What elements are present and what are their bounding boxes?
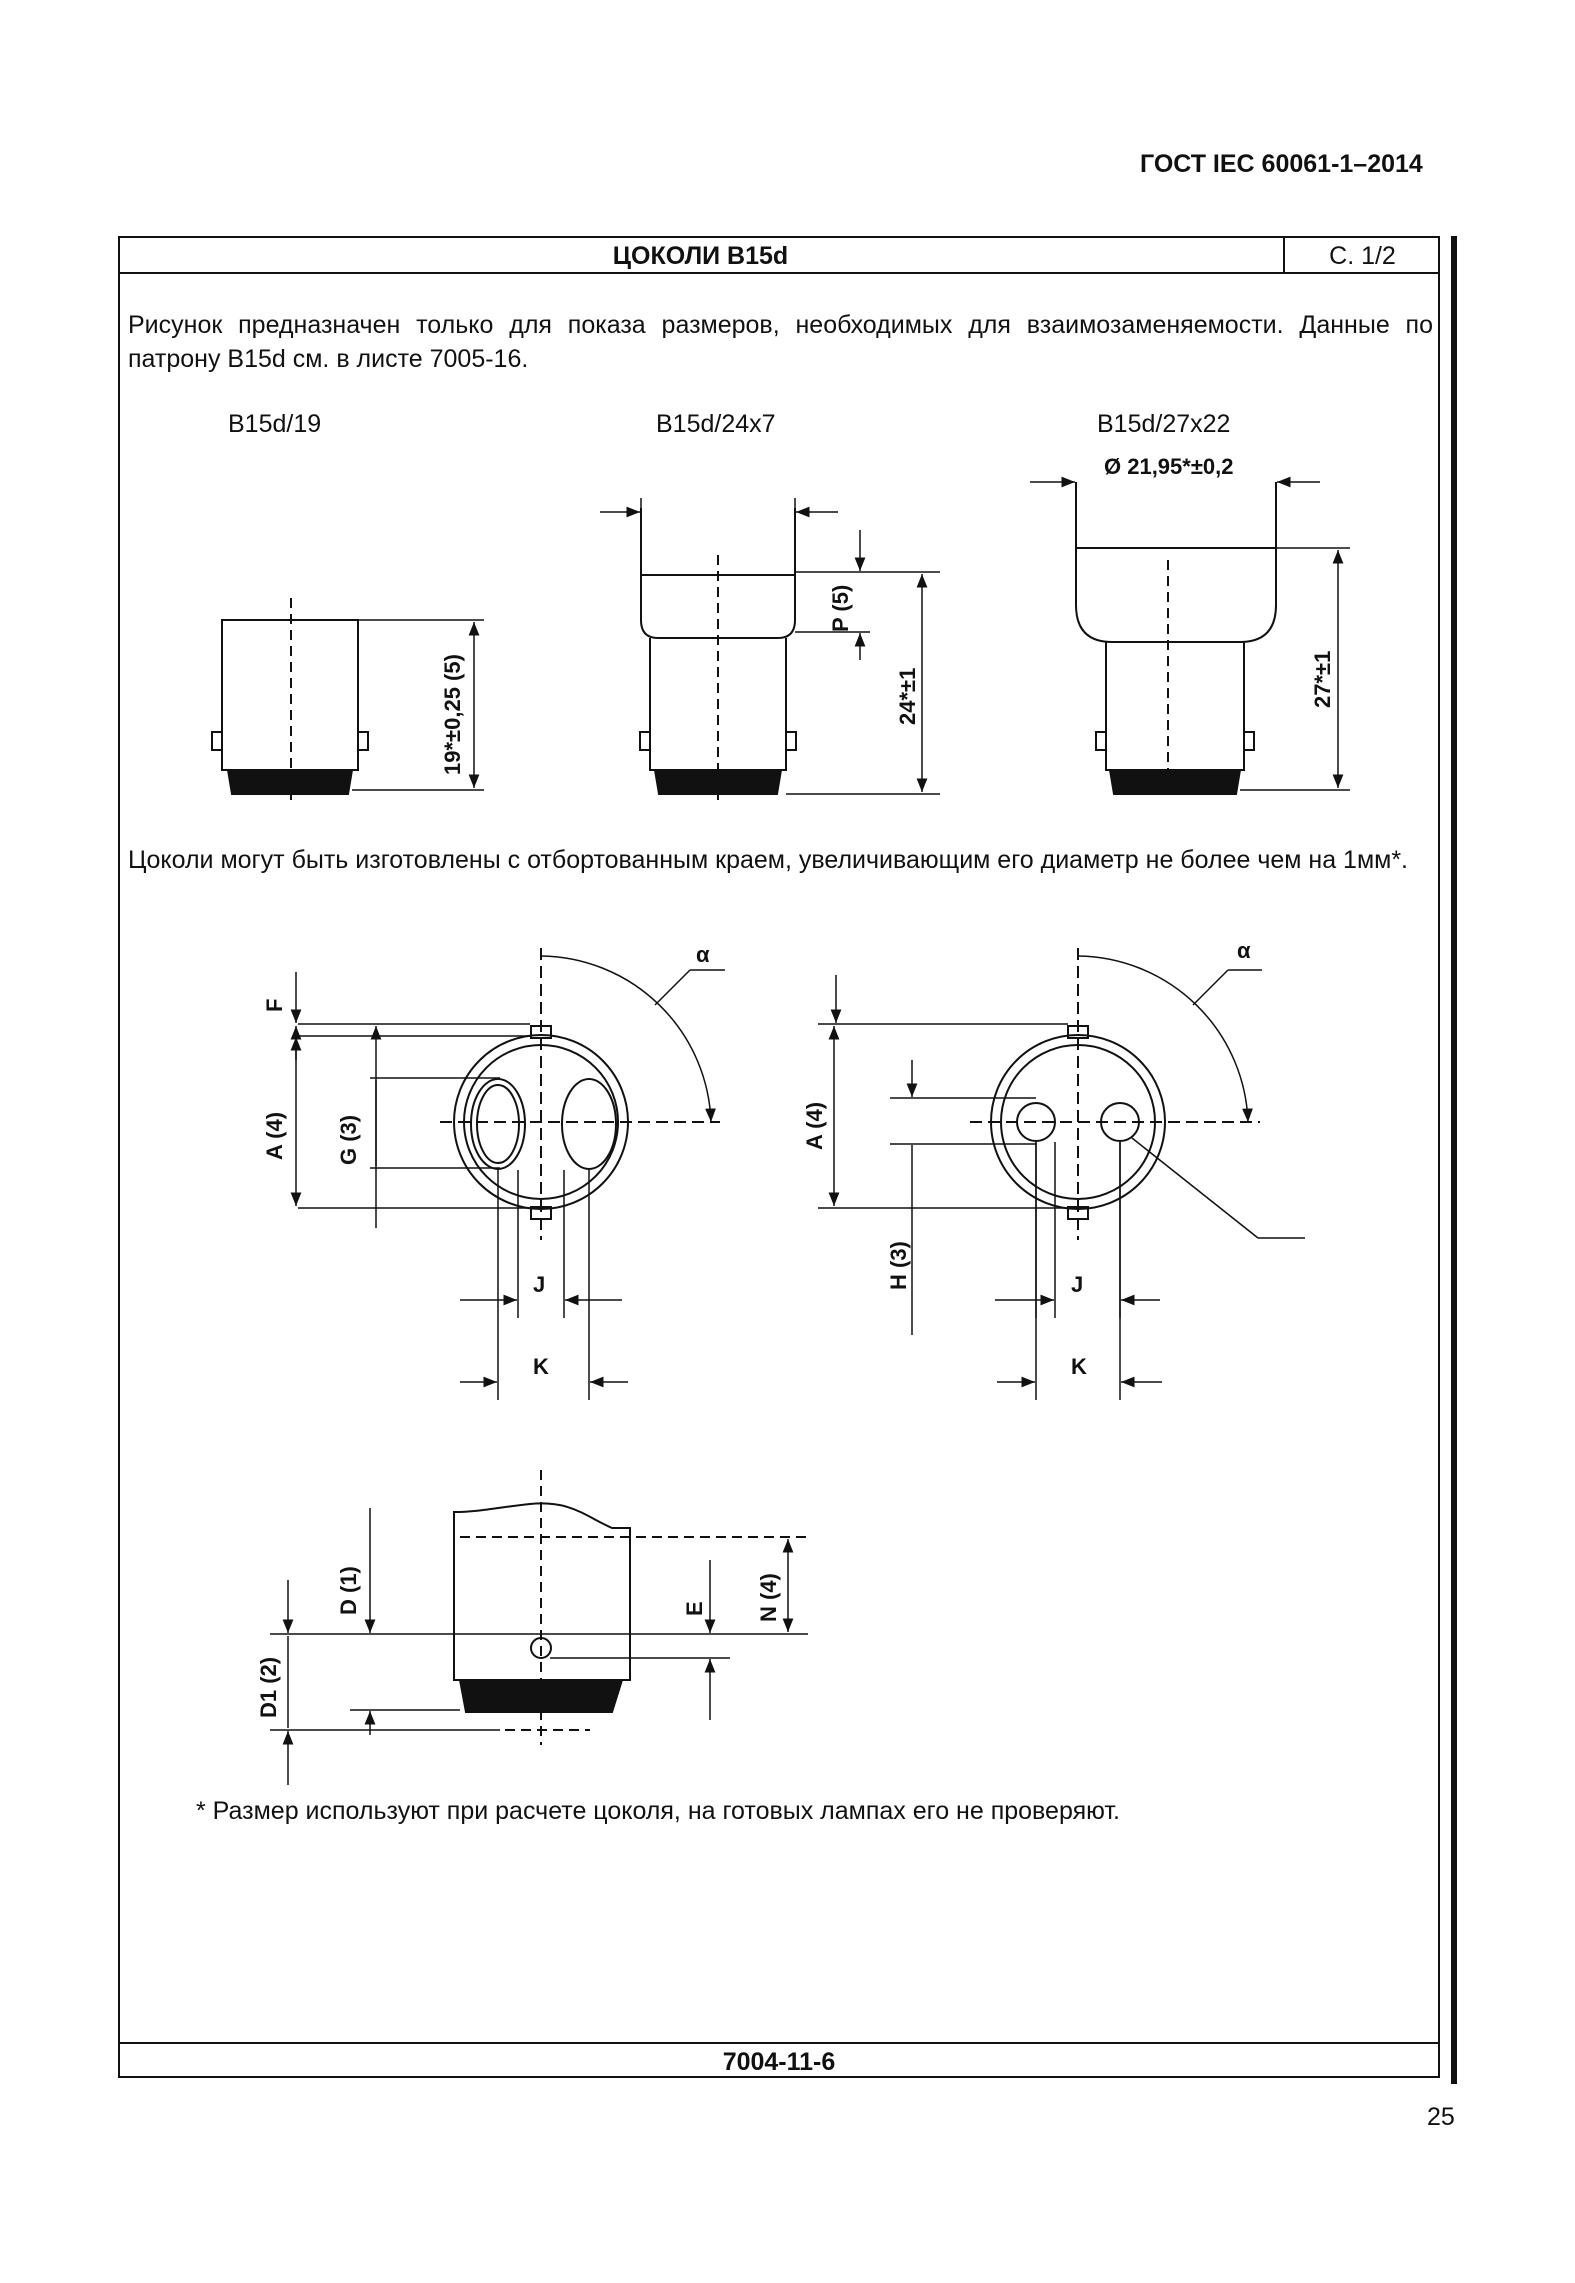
base-b15d-24x7 (600, 498, 940, 800)
dim-h: H (3) (886, 1241, 911, 1290)
dim-d: D (1) (336, 1566, 361, 1615)
intro-paragraph: Рисунок предназначен только для показа размеров, необходимых для взаимозаменяемости. Данные по патрону B15d см. в листе 7005-16. (128, 311, 1433, 373)
dim-b15d24-p: P (5) (828, 584, 853, 632)
dim-b15d27-height: 27*±1 (1310, 650, 1335, 708)
base-b15d-27x22 (1030, 482, 1350, 800)
caption-b15d-19: B15d/19 (228, 410, 322, 438)
dim-j-left: J (533, 1272, 546, 1297)
side-view (270, 1470, 808, 1785)
dim-d1: D1 (2) (256, 1656, 281, 1718)
sheet-code: 7004-11-6 (722, 2048, 836, 2076)
dim-a-right: A (4) (802, 1101, 827, 1150)
caption-b15d-27x22: B15d/27x22 (1097, 410, 1231, 438)
dim-alpha-left: α (696, 942, 710, 967)
end-view-round-contacts (818, 948, 1305, 1400)
caption-b15d-24x7: B15d/24x7 (656, 410, 776, 438)
flange-paragraph: Цоколи могут быть изготовлены с отбортованным краем, увеличивающим его диаметр не более чем на 1мм*. (128, 846, 1408, 874)
sheet-title: ЦОКОЛИ B15d (612, 242, 789, 270)
page-number: 25 (1427, 2103, 1455, 2131)
dim-e: E (682, 1601, 707, 1616)
footnote: * Размер используют при расчете цоколя, на готовых лампах его не проверяют. (196, 1797, 1120, 1825)
dim-g: G (3) (336, 1114, 361, 1165)
dim-alpha-right: α (1237, 938, 1251, 963)
dim-b15d19-height: 19*±0,25 (5) (440, 654, 465, 775)
dim-b15d27-diameter: Ø 21,95*±0,2 (1104, 454, 1234, 479)
standard-number: ГОСТ IEC 60061-1–2014 (1140, 150, 1423, 178)
dim-n: N (4) (756, 1573, 781, 1622)
end-view-oval-contacts (296, 948, 725, 1400)
dim-a-left: A (4) (262, 1111, 287, 1160)
footer-divider (118, 2042, 1440, 2044)
sheet-number: С. 1/2 (1329, 242, 1396, 270)
dim-k-left: K (533, 1354, 549, 1379)
dim-j-right: J (1071, 1272, 1084, 1297)
dim-b15d24-height: 24*±1 (895, 667, 920, 725)
dim-f: F (262, 998, 287, 1012)
dim-k-right: K (1071, 1354, 1087, 1379)
